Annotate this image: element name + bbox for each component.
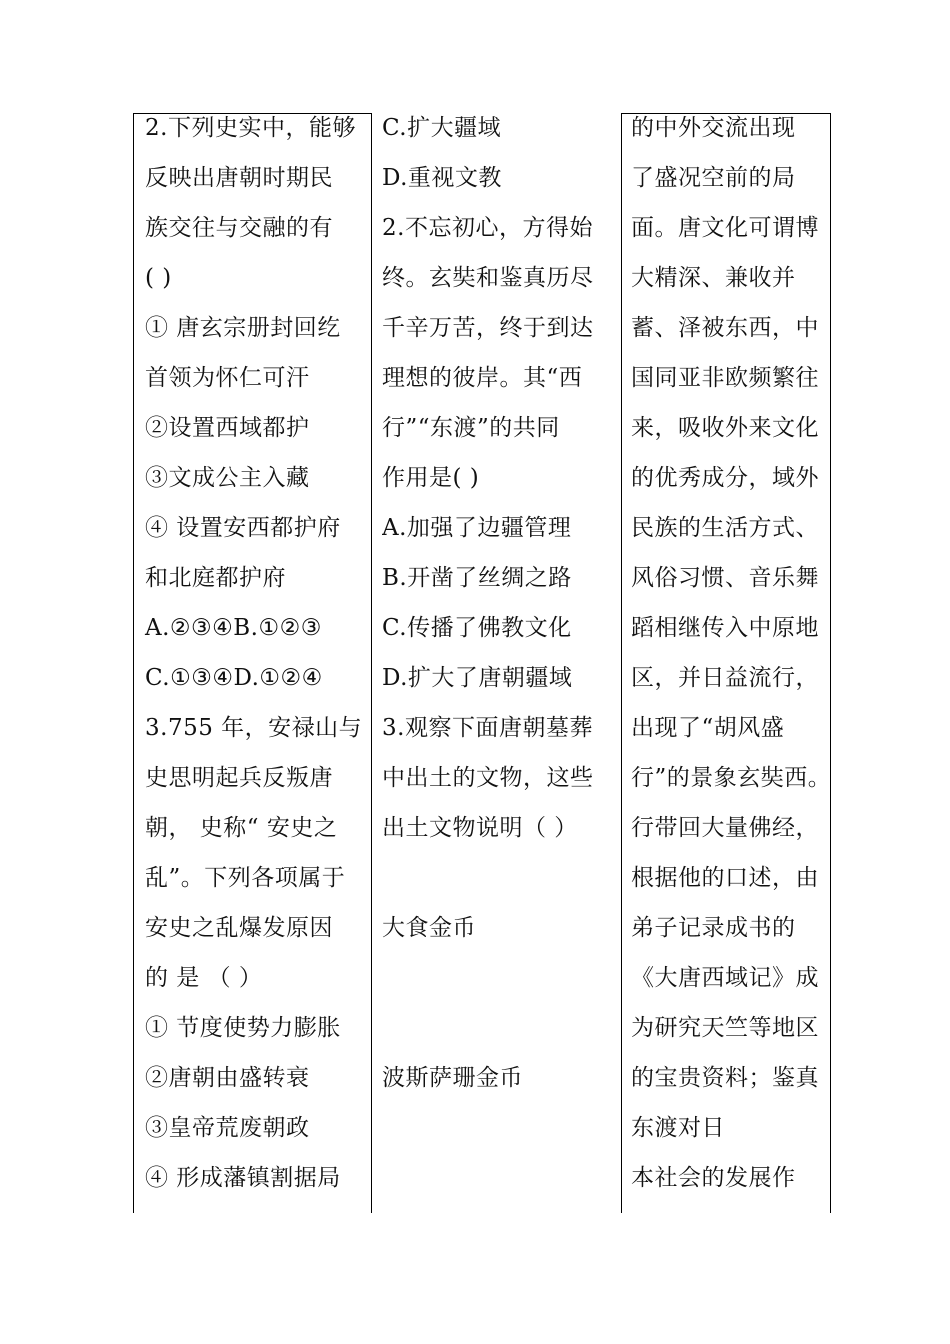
text-line: 首领为怀仁可汗	[145, 365, 310, 391]
text-line: 中出土的文物，这些	[382, 765, 594, 791]
text-line: 作用是( )	[382, 465, 480, 491]
text-line: 的 是 （ ）	[145, 965, 263, 991]
text-line: 风俗习惯、音乐舞	[631, 565, 819, 591]
text-line: 弟子记录成书的	[631, 915, 796, 941]
text-line: A.加强了边疆管理	[382, 515, 572, 541]
table-border-left	[133, 113, 134, 1213]
text-line: 的优秀成分，域外	[631, 465, 819, 491]
text-line: 出土文物说明（ ）	[382, 815, 578, 841]
text-line: ④ 形成藩镇割据局	[145, 1165, 341, 1191]
text-line: 出现了“胡风盛	[631, 715, 785, 741]
text-line: 来，吸收外来文化	[631, 415, 819, 441]
text-line: 蹈相继传入中原地	[631, 615, 819, 641]
text-line: 蓄、泽被东西，中	[631, 315, 819, 341]
content-table	[133, 113, 831, 1213]
text-line: ④ 设置安西都护府	[145, 515, 341, 541]
text-line: ① 节度使势力膨胀	[145, 1015, 341, 1041]
text-line: 国同亚非欧频繁往	[631, 365, 819, 391]
text-line: ③文成公主入藏	[145, 465, 310, 491]
text-line: 面。唐文化可谓博	[631, 215, 819, 241]
text-line: 行带回大量佛经，	[631, 815, 819, 841]
text-line: A.②③④B.①②③	[145, 615, 322, 641]
text-line: 根据他的口述，由	[631, 865, 819, 891]
text-line: 《大唐西域记》成	[631, 965, 819, 991]
text-line: 反映出唐朝时期民	[145, 165, 333, 191]
text-line: 终。玄奘和鉴真历尽	[382, 265, 594, 291]
text-line: 和北庭都护府	[145, 565, 286, 591]
text-line: 千辛万苦，终于到达	[382, 315, 594, 341]
text-line: ③皇帝荒废朝政	[145, 1115, 310, 1141]
text-line: 的中外交流出现	[631, 115, 796, 141]
text-line: D.扩大了唐朝疆域	[382, 665, 573, 691]
text-line: D.重视文教	[382, 165, 502, 191]
text-line: 行”的景象玄奘西。	[631, 765, 832, 791]
text-line: 大食金币	[382, 915, 476, 941]
text-line: 本社会的发展作	[631, 1165, 796, 1191]
text-line: ① 唐玄宗册封回纥	[145, 315, 341, 341]
text-line: 大精深、兼收并	[631, 265, 796, 291]
text-line: 的宝贵资料；鉴真	[631, 1065, 819, 1091]
text-line: 行”“东渡”的共同	[382, 415, 560, 441]
text-line: 史思明起兵反叛唐	[145, 765, 333, 791]
text-line: ②唐朝由盛转衰	[145, 1065, 310, 1091]
question-column-2	[382, 113, 626, 1213]
text-line: C.扩大疆域	[382, 115, 502, 141]
text-line: B.开凿了丝绸之路	[382, 565, 572, 591]
text-line: 理想的彼岸。其“西	[382, 365, 583, 391]
text-line: 族交往与交融的有	[145, 215, 333, 241]
text-line: 3.755 年，安禄山与	[145, 715, 363, 741]
text-line: 民族的生活方式、	[631, 515, 819, 541]
text-line: 3.观察下面唐朝墓葬	[382, 715, 593, 741]
text-line: 2.不忘初心，方得始	[382, 215, 593, 241]
explanation-column	[631, 113, 831, 1213]
text-line: 安史之乱爆发原因	[145, 915, 333, 941]
text-line: C.传播了佛教文化	[382, 615, 572, 641]
text-line: 区，并日益流行，	[631, 665, 819, 691]
text-line: 2.下列史实中，能够	[145, 115, 356, 141]
text-line: 为研究天竺等地区	[631, 1015, 819, 1041]
text-line: 了盛况空前的局	[631, 165, 796, 191]
question-column-1	[145, 113, 377, 1213]
text-line: ②设置西域都护	[145, 415, 310, 441]
text-line: 波斯萨珊金币	[382, 1065, 523, 1091]
text-line: 朝， 史称“ 安史之	[145, 815, 338, 841]
text-line: 乱”。下列各项属于	[145, 865, 346, 891]
text-line: C.①③④D.①②④	[145, 665, 323, 691]
text-line: ( )	[145, 265, 172, 291]
text-line: 东渡对日	[631, 1115, 725, 1141]
